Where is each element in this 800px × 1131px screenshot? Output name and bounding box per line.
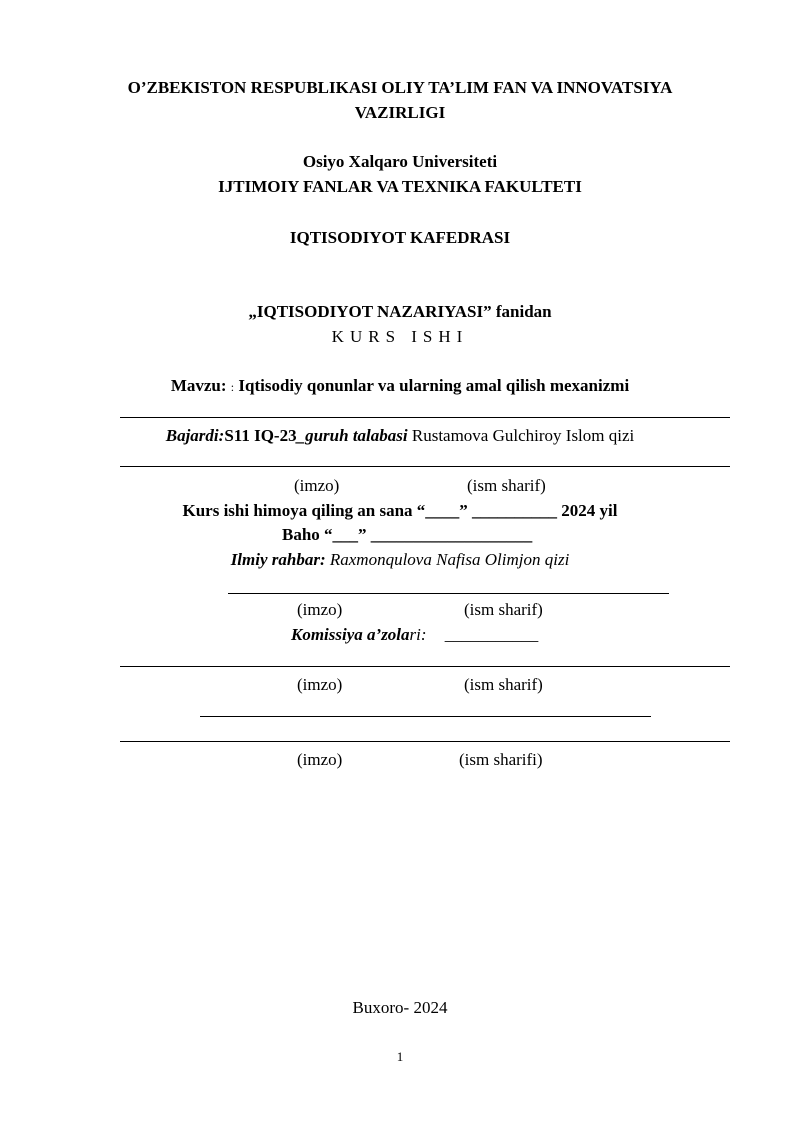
supervisor-label: Ilmiy rahbar: — [230, 550, 326, 569]
commission-ism-sharif-label-1: (ism sharif) — [464, 675, 543, 694]
course-subject: „IQTISODIYOT NAZARIYASI” fanidan — [248, 302, 552, 321]
divider-supervisor — [228, 593, 669, 594]
grade-line: Baho “___” ___________________ — [282, 525, 533, 544]
topic-label: Mavzu: — [170, 376, 227, 395]
topic-line — [0, 375, 800, 398]
topic-colon: : — [230, 380, 235, 394]
commission-label: Komissiya a’zola — [291, 625, 410, 644]
supervisor-name: Raxmonqulova Nafisa Olimjon qizi — [329, 550, 570, 569]
commission-label-rest: ri: — [409, 625, 427, 644]
performer-group: S11 IQ-23 — [224, 426, 297, 445]
university-name: Osiyo Xalqaro Universiteti — [302, 152, 498, 171]
performer-ism-sharif-label: (ism sharif) — [467, 476, 546, 495]
department-name: IQTISODIYOT KAFEDRASI — [289, 228, 511, 247]
divider-performer — [120, 466, 730, 467]
supervisor-ism-sharif-label: (ism sharif) — [464, 600, 543, 619]
commission-line — [291, 624, 538, 646]
topic-text: Iqtisodiy qonunlar va ularning amal qilish mexanizmi — [238, 376, 630, 395]
divider-commission-1 — [120, 666, 730, 667]
place-year: Buxoro- 2024 — [352, 998, 448, 1017]
divider-topic — [120, 417, 730, 418]
performer-line — [0, 425, 800, 447]
divider-commission-2 — [200, 716, 651, 717]
faculty-name: IJTIMOIY FANLAR VA TEXNIKA FAKULTETI — [218, 177, 582, 196]
supervisor-imzo-label: (imzo) — [297, 600, 343, 619]
defense-date-line: Kurs ishi himoya qiling an sana “____” __________ 2024 yil — [182, 501, 618, 520]
work-type: KURS ISHI — [331, 327, 469, 346]
commission-ism-sharifi-label: (ism sharifi) — [459, 750, 543, 769]
supervisor-line — [0, 549, 800, 571]
ministry-line-2: VAZIRLIGI — [354, 103, 446, 122]
performer-role: _guruh talabasi — [296, 426, 408, 445]
commission-imzo-label-2: (imzo) — [297, 750, 343, 769]
ministry-line-1: O’ZBEKISTON RESPUBLIKASI OLIY TA’LIM FAN VA INNOVATSIYA — [127, 78, 673, 97]
commission-imzo-label-1: (imzo) — [297, 675, 343, 694]
commission-blank: ___________ — [444, 625, 539, 644]
performer-label: Bajardi: — [165, 426, 225, 445]
page-number: 1 — [396, 1049, 404, 1064]
performer-name: Rustamova Gulchiroy Islom qizi — [411, 426, 635, 445]
divider-commission-3 — [120, 741, 730, 742]
performer-imzo-label: (imzo) — [294, 476, 340, 495]
